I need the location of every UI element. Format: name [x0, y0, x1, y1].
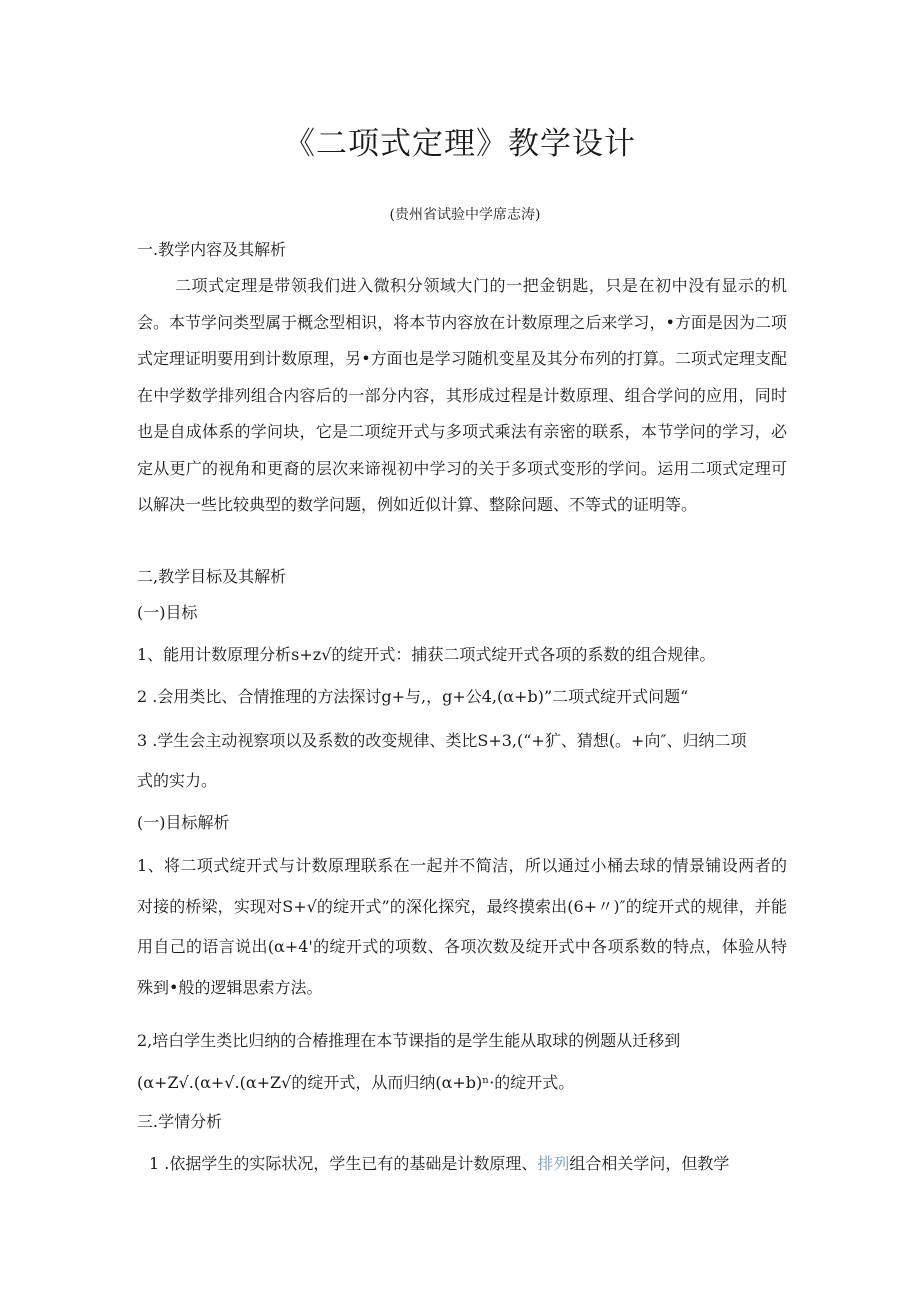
- section-heading-1: 一.教学内容及其解析: [137, 240, 287, 259]
- paragraph-text: 二项式定理是带领我们进入微积分领域大门的一把金钥匙，只是在初中没有显示的机会。本节学问类型属于概念型相识，将本节内容放在计数原理之后来学习，•方面是因为二项式定理证明要用到计数原理，另•方面也是学习随机变星及其分布列的打算。二项式定理支配在中学数学排列组合内容后的一部分内容，其形成过程是计数原理、组合学问的应用，同时也是自成体系的学问块，它是二项绽开式与多项式乘法有亲密的联系，本节学问的学习，必定从更广的视角和更裔的层次来谛视初中学习的关于多项式变形的学问。运用二项式定理可以解决一些比较典型的数学问题，例如近似计算、整除问题、不等式的证明等。: [137, 276, 787, 514]
- goal-item-2: 2 .会用类比、合情推理的方法探讨g+与,，g+公4,(α+b)”二项式绽开式问题“: [137, 687, 689, 706]
- section-heading-2: 二,教学目标及其解析: [137, 567, 287, 586]
- section-1-paragraph: [137, 268, 787, 524]
- author-line: (贵州省试验中学席志涛): [389, 207, 541, 223]
- item-1-suffix: 组合相关学问，但教学: [569, 1154, 730, 1173]
- section-heading-3: 三.学情分析: [137, 1112, 223, 1131]
- subheading-goals: (一)目标: [137, 603, 198, 622]
- item-1-prefix: 1 .依据学生的实际状况，学生已有的基础是计数原理、: [149, 1154, 538, 1173]
- analysis-paragraph-1: [137, 846, 787, 1008]
- goal-item-1: 1、能用计数原理分析s+z√的绽开式：捕获二项式绽开式各项的系数的组合规律。: [137, 645, 716, 664]
- subheading-goal-analysis: (一)目标解析: [137, 813, 230, 832]
- analysis-1-text: 1、将二项式绽开式与计数原理联系在一起并不简洁，所以通过小桶去球的情景铺设两者的对接的桥梁，实现对S+√的绽开式”的深化探究，最终摸索出(6+〃)″的绽开式的规律，并能用自己的语言说出(α+4'的绽开式的项数、各项次数及绽开式中各项系数的特点，体验从特殊到•般的逻辑思索方法。: [137, 856, 787, 997]
- permutation-link[interactable]: 排列: [537, 1154, 570, 1173]
- goal-item-3-line-2: 式的实力。: [137, 771, 218, 790]
- analysis-2-line-1: 2,培白学生类比归纳的合椿推理在本节课指的是学生能从取球的例题从迁移到: [137, 1031, 681, 1050]
- learner-analysis-item-1: [149, 1154, 729, 1174]
- analysis-2-line-2: (α+Z√.(α+√.(α+Z√的绽开式，从而归纳(α+b)ⁿ·的绽开式。: [137, 1073, 575, 1092]
- document-title: 《二项式定理》教学设计: [284, 126, 636, 162]
- goal-item-3-line-1: 3 .学生会主动视察项以及系数的改变规律、类比S+3,(“+犷、猜想(。+向″、归纳二项: [137, 731, 747, 750]
